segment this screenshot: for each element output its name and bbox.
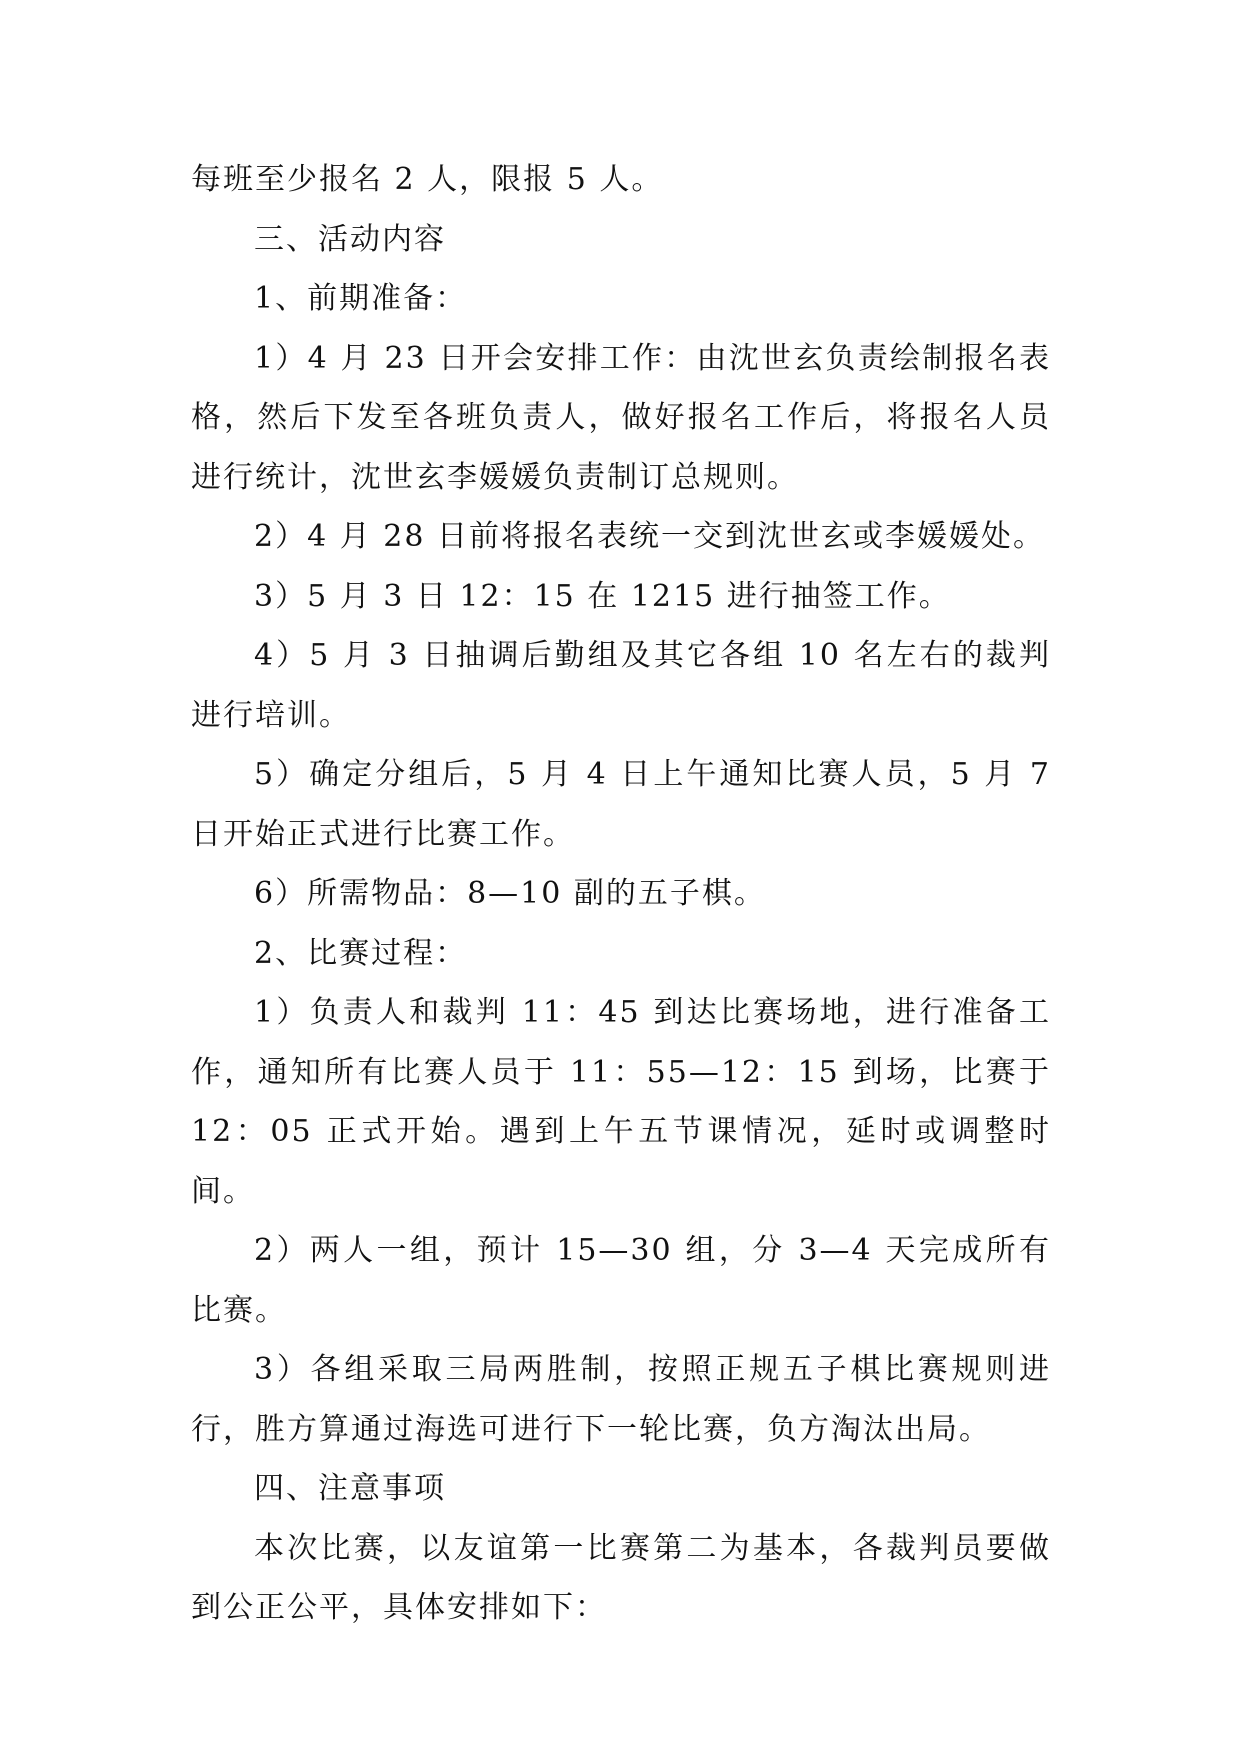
paragraph-prep-item-1: 1）4 月 23 日开会安排工作：由沈世玄负责绘制报名表格，然后下发至各班负责人，做好报名工作后，将报名人员进行统计，沈世玄李媛媛负责制订总规则。 (191, 340, 1051, 495)
paragraph-prep-item-2: 2）4 月 28 日前将报名表统一交到沈世玄或李媛媛处。 (254, 519, 1045, 554)
paragraph-process-item-2: 2）两人一组，预计 15—30 组，分 3—4 天完成所有比赛。 (191, 1233, 1051, 1328)
paragraph-prep-item-5: 5）确定分组后，5 月 4 日上午通知比赛人员，5 月 7 日开始正式进行比赛工作。 (191, 757, 1051, 852)
section-heading-activity-content: 三、活动内容 (254, 221, 446, 257)
subheading-competition-process: 2、比赛过程： (254, 935, 468, 971)
paragraph-registration-limit: 每班至少报名 2 人，限报 5 人。 (191, 162, 664, 197)
paragraph-process-item-3: 3）各组采取三局两胜制，按照正规五子棋比赛规则进行，胜方算通过海选可进行下一轮比赛，负方淘汰出局。 (191, 1352, 1051, 1447)
paragraph-prep-item-3: 3）5 月 3 日 12：15 在 1215 进行抽签工作。 (254, 578, 951, 614)
section-heading-notes: 四、注意事项 (254, 1471, 446, 1506)
document-body (191, 150, 1051, 1638)
paragraph-notes-intro: 本次比赛，以友谊第一比赛第二为基本，各裁判员要做到公正公平，具体安排如下： (191, 1530, 1051, 1625)
paragraph-process-item-1: 1）负责人和裁判 11：45 到达比赛场地，进行准备工作，通知所有比赛人员于 11：55—12：15 到场，比赛于 12：05 正式开始。遇到上午五节课情况，延时或调整时间。 (191, 995, 1051, 1209)
subheading-preparation: 1、前期准备： (254, 281, 468, 316)
paragraph-prep-item-6: 6）所需物品：8—10 副的五子棋。 (254, 876, 766, 911)
paragraph-prep-item-4: 4）5 月 3 日抽调后勤组及其它各组 10 名左右的裁判进行培训。 (191, 638, 1051, 733)
